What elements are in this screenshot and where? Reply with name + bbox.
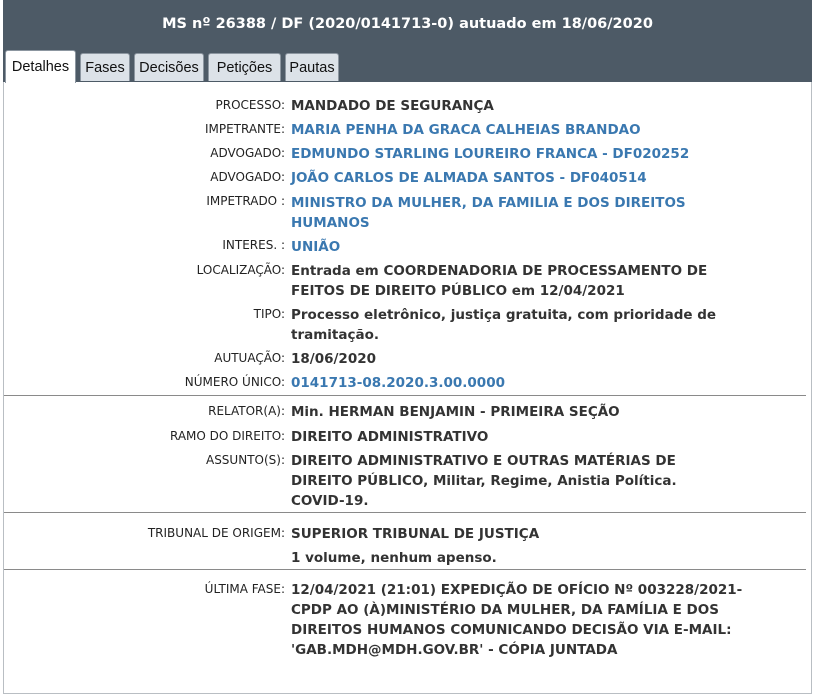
autuacao-label: AUTUAÇÃO: bbox=[214, 351, 285, 365]
assunto-label: ASSUNTO(S): bbox=[205, 453, 285, 467]
tab-decisoes[interactable]: Decisões bbox=[134, 53, 204, 81]
numero-unico-link[interactable]: 0141713-08.2020.3.00.0000 bbox=[291, 375, 505, 391]
ramo-value: DIREITO ADMINISTRATIVO bbox=[291, 429, 489, 445]
interes-label: INTERES. : bbox=[222, 238, 285, 252]
advogado-link[interactable]: EDMUNDO STARLING LOUREIRO FRANCA - DF020252 bbox=[291, 146, 690, 162]
process-title: MS nº 26388 / DF (2020/0141713-0) autuado em 18/06/2020 bbox=[162, 16, 653, 32]
advogado-link[interactable]: JOÃO CARLOS DE ALMADA SANTOS - DF040514 bbox=[291, 170, 647, 186]
divider bbox=[4, 569, 806, 570]
divider bbox=[4, 512, 806, 513]
impetrado-label: IMPETRADO : bbox=[206, 194, 285, 208]
numero-unico-label: NÚMERO ÚNICO: bbox=[184, 375, 285, 389]
tribunal-label: TRIBUNAL DE ORIGEM: bbox=[147, 526, 285, 540]
localizacao-label: LOCALIZAÇÃO: bbox=[196, 263, 285, 277]
tipo-label: TIPO: bbox=[253, 307, 285, 321]
tab-fases[interactable]: Fases bbox=[80, 53, 130, 81]
relator-label: RELATOR(A): bbox=[208, 404, 285, 418]
processo-label: PROCESSO: bbox=[215, 98, 285, 112]
advogado-label: ADVOGADO: bbox=[210, 146, 285, 160]
tab-detalhes[interactable]: Detalhes bbox=[5, 50, 76, 83]
interes-link[interactable]: UNIÃO bbox=[291, 239, 341, 255]
tipo-value: Processo eletrônico, justiça gratuita, com prioridade de tramitação. bbox=[291, 307, 717, 343]
relator-value: Min. HERMAN BENJAMIN - PRIMEIRA SEÇÃO bbox=[291, 404, 620, 420]
divider bbox=[4, 395, 806, 396]
impetrante-label: IMPETRANTE: bbox=[204, 122, 285, 136]
tab-peticoes[interactable]: Petições bbox=[208, 53, 281, 81]
ultima-fase-label: ÚLTIMA FASE: bbox=[204, 582, 285, 596]
ultima-fase-value: 12/04/2021 (21:01) EXPEDIÇÃO DE OFÍCIO Nº 003228/2021-CPDP AO (À)MINISTÉRIO DA MULHER, DA FAMÍLIA E DOS DIREITOS HUMANOS COMUNICANDO DECISÃO VIA E-MAIL: 'GAB.MDH@MDH.GOV.BR' - CÓPIA JUNTADA bbox=[291, 582, 743, 658]
tab-pautas[interactable]: Pautas bbox=[285, 53, 339, 81]
processo-value: MANDADO DE SEGURANÇA bbox=[291, 98, 494, 114]
volumes-value: 1 volume, nenhum apenso. bbox=[291, 550, 497, 566]
impetrado-link[interactable]: MINISTRO DA MULHER, DA FAMILIA E DOS DIREITOS HUMANOS bbox=[291, 195, 686, 231]
assunto-value: DIREITO ADMINISTRATIVO E OUTRAS MATÉRIAS DE DIREITO PÚBLICO, Militar, Regime, Anistia Política. COVID-19. bbox=[291, 453, 677, 509]
tribunal-value: SUPERIOR TRIBUNAL DE JUSTIÇA bbox=[291, 526, 540, 542]
ramo-label: RAMO DO DIREITO: bbox=[169, 429, 285, 443]
impetrante-link[interactable]: MARIA PENHA DA GRACA CALHEIAS BRANDAO bbox=[291, 122, 641, 138]
advogado-label: ADVOGADO: bbox=[210, 170, 285, 184]
autuacao-value: 18/06/2020 bbox=[291, 351, 377, 367]
localizacao-value: Entrada em COORDENADORIA DE PROCESSAMENTO DE FEITOS DE DIREITO PÚBLICO em 12/04/2021 bbox=[291, 263, 708, 299]
